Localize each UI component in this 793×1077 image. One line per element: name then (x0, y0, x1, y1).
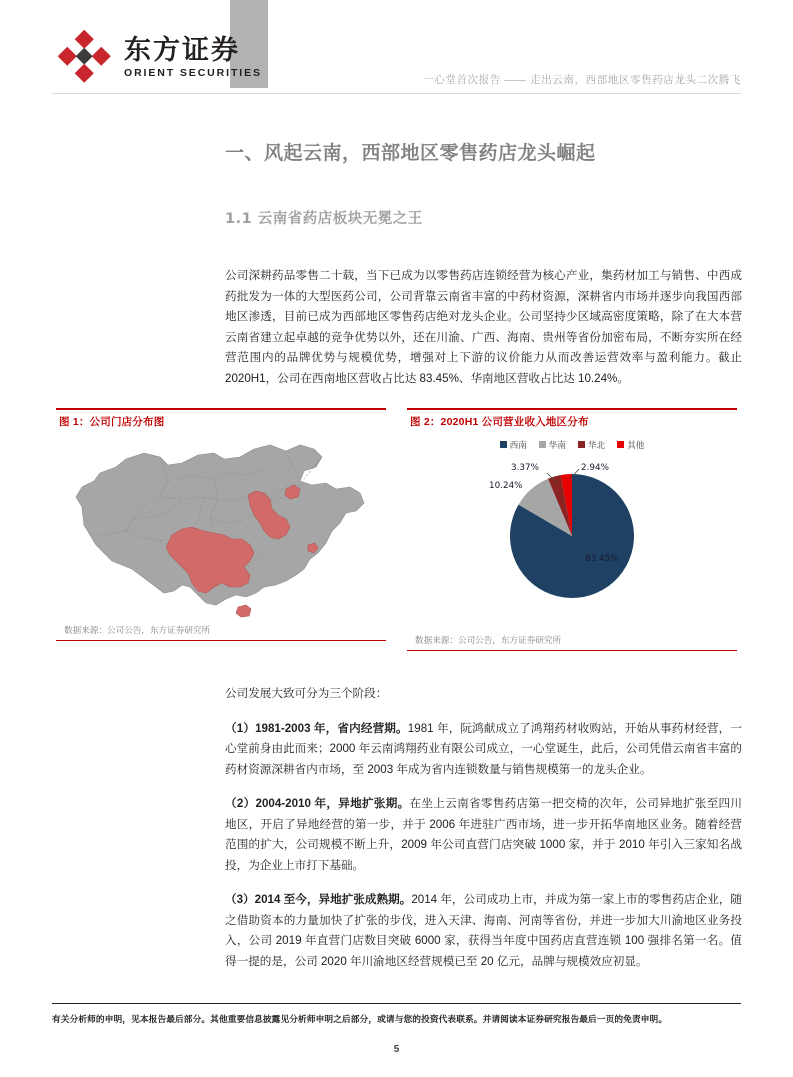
phases-text-block (225, 684, 742, 972)
phase-1-text: 1981 年，阮鸿献成立了鸿翔药材收购站，开始从事药材经营，一心堂前身由此而来；2000 年云南鸿翔药业有限公司成立，一心堂诞生，此后，公司凭借云南省丰富的药材资源深耕省内市场，至 2003 年成为省内连锁数量与销售规模第一的龙头企业。 (225, 721, 743, 776)
phase-3-label: （3）2014 至今，异地扩张成熟期。 (225, 893, 412, 906)
figure1-plot-area (56, 429, 386, 624)
pie-label-huabei: 3.37% (511, 462, 539, 473)
legend-item-2 (578, 439, 605, 451)
figure1-caption: 图 1：公司门店分布图 (59, 415, 165, 428)
legend-swatch-3 (617, 441, 624, 448)
pie-label-qita: 2.94% (581, 462, 609, 473)
page-number: 5 (393, 1044, 400, 1055)
legend-label-2: 华北 (588, 440, 606, 451)
phase-2-text: 在坐上云南省零售药店第一把交椅的次年，公司异地扩张至四川地区，开启了异地经营的第一步，并于 2006 年进驻广西市场，进一步开拓华南地区业务。随着经营范围的扩大，公司规模不断上升，2009 年公司直营门店突破 1000 家，并于 2010 年引入三家知名战投，为企业上市打下基础。 (225, 797, 742, 872)
figure1-top-rule (56, 408, 386, 410)
figure-store-distribution-map (56, 408, 386, 651)
page-header (0, 0, 793, 108)
orient-securities-logo-icon (56, 30, 112, 86)
phase-3-paragraph (225, 890, 742, 972)
pie-chart (407, 451, 737, 611)
figure-revenue-by-region-pie (407, 408, 737, 651)
legend-item-3 (617, 439, 644, 451)
intro-text-block (225, 266, 742, 389)
brand-logo (56, 30, 262, 86)
legend-swatch-2 (578, 441, 585, 448)
figures-row (56, 408, 737, 651)
brand-name-cn: 东方证券 (124, 34, 240, 66)
pie-slices (510, 474, 634, 598)
phase-3-text: 2014 年，公司成功上市，并成为第一家上市的零售药店企业，随之借助资本的力量加快了扩张的步伐，进入天津、海南、河南等省份，并进一步加大川渝地区业务投入，公司 2019 年直营门店数目突破 6000 家，获得当年度中国药店直营连锁 100 强排名第一名。值得一提的是，公司 2020 年川渝地区经营规模已至 20 亿元，品牌与规模效应初显。 (225, 893, 742, 968)
footer-divider (52, 1003, 741, 1004)
china-map-icon (64, 435, 378, 623)
phase-2-paragraph (225, 794, 742, 876)
figure2-bottom-rule (407, 650, 737, 652)
legend-label-3: 其他 (627, 440, 645, 451)
header-divider (52, 93, 741, 94)
pie-legend (407, 439, 737, 451)
phase-1-paragraph (225, 719, 742, 781)
legend-swatch-1 (539, 441, 546, 448)
intro-paragraph: 公司深耕药品零售二十载，当下已成为以零售药店连锁经营为核心产业，集药材加工与销售、中西成药批发为一体的大型医药公司，公司背靠云南省丰富的中药材资源，深耕省内市场并逐步向我国西部地区渗透，目前已成为西部地区零售药店绝对龙头企业。公司坚持少区域高密度策略，除了在大本营云南省建立起卓越的竞争优势以外，还在川渝、广西、海南、贵州等省份加密布局，不断夯实所在经营范围内的品牌优势与规模优势，增强对上下游的议价能力从而改善运营效率与盈利能力。截止 2020H1，公司在西南地区营收占比达 83.45%、华南地区营收占比达 10.24%。 (225, 269, 742, 385)
legend-item-0 (500, 439, 527, 451)
running-title: 一心堂首次报告 —— 走出云南，西部地区零售药店龙头二次腾飞 (423, 74, 741, 86)
figure1-source: 数据来源：公司公告，东方证券研究所 (64, 624, 211, 635)
figure1-bottom-rule (56, 640, 386, 642)
legend-label-0: 西南 (509, 440, 527, 451)
figure2-plot-area (407, 439, 737, 634)
pie-label-xinan: 83.45% (585, 553, 619, 564)
phases-lead: 公司发展大致可分为三个阶段： (225, 687, 388, 700)
phase-2-label: （2）2004-2010 年，异地扩张期。 (225, 797, 410, 810)
footer-disclaimer: 有关分析师的申明，见本报告最后部分。其他重要信息披露见分析师申明之后部分，或请与您的投资代表联系。并请阅读本证券研究报告最后一页的免责申明。 (52, 1014, 668, 1024)
section-heading-2: 1.1 云南省药店板块无冕之王 (225, 211, 423, 227)
figure2-top-rule (407, 408, 737, 410)
figure2-source: 数据来源：公司公告，东方证券研究所 (415, 634, 562, 645)
figure2-caption: 图 2：2020H1 公司营业收入地区分布 (410, 415, 589, 428)
page-content (0, 108, 793, 968)
brand-logotype (124, 34, 262, 80)
legend-label-1: 华南 (548, 440, 566, 451)
legend-item-1 (539, 439, 566, 451)
legend-swatch-0 (500, 441, 507, 448)
section-heading-1: 一、风起云南，西部地区零售药店龙头崛起 (225, 142, 596, 164)
brand-name-en: ORIENT SECURITIES (124, 67, 262, 80)
pie-label-huanan: 10.24% (489, 480, 523, 491)
phase-1-label: （1）1981-2003 年，省内经营期。 (225, 721, 408, 735)
